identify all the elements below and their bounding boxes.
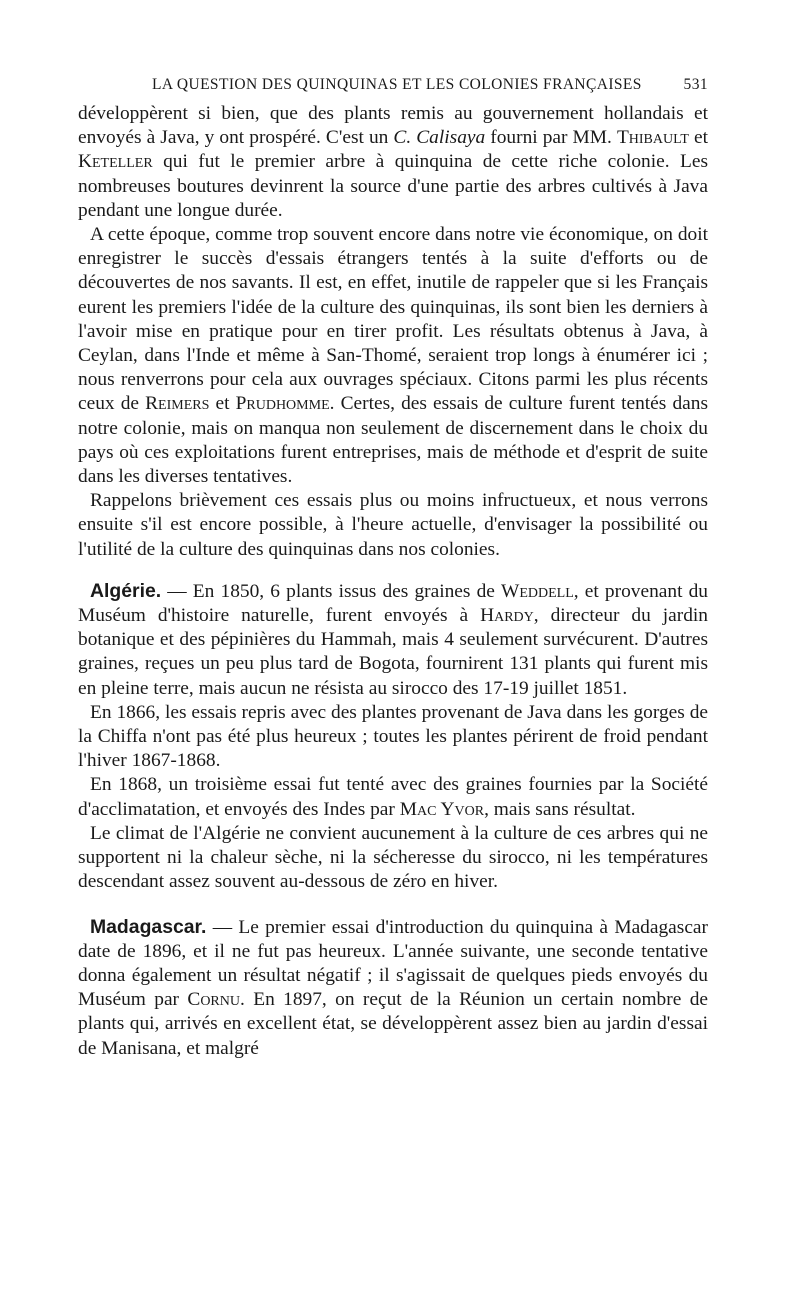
paragraph: En 1868, un troisième essai fut tenté avec des graines fournies par la Société d'acclimatation, et envoyés des Indes par Mac Yvor, mais sans résultat. — [78, 774, 708, 820]
paragraph: En 1866, les essais repris avec des plantes provenant de Java dans les gorges de la Chiffa n'ont pas été plus heureux ; toutes les plantes périrent de froid pendant l'hiver 1867-1868. — [78, 701, 708, 772]
section-heading-madagascar: Madagascar. — [90, 915, 207, 938]
paragraph: Le climat de l'Algérie ne convient aucunement à la culture de ces arbres qui ne supportent ni la chaleur sèche, ni la sécheresse du sirocco, ni les températures descendant assez souvent au-dessous de zéro en hiver. — [78, 822, 708, 893]
author-name: Mac Yvor — [399, 798, 485, 820]
paragraph-madagascar: Madagascar. — Le premier essai d'introduction du quinquina à Madagascar date de 1896, et il ne fut pas heureux. L'année suivante, une seconde tentative donna également un résultat négatif ; il s'agissait de quelques pieds envoyés du Muséum par Cornu. En 1897, on reçut de la Réunion un certain nombre de plants qui, arrivés en excellent état, se développèrent assez bien au jardin d'essai de Manisana, et malgré — [78, 915, 708, 1059]
author-name: Reimers — [145, 393, 210, 415]
paragraph: Rappelons brièvement ces essais plus ou moins infructueux, et nous verrons ensuite s'il est encore possible, à l'heure actuelle, d'envisager la possibilité ou l'utilité de la culture des quinquinas dans nos colonies. — [78, 490, 708, 560]
author-name: Cornu — [187, 989, 240, 1011]
author-name: Weddell — [501, 580, 574, 602]
author-name: Hardy — [480, 605, 534, 627]
paragraph: développèrent si bien, que des plants remis au gouvernement hollandais et envoyés à Java, y ont prospéré. C'est un C. Calisaya fourni par MM. Thibault et Keteller qui fut le premier arbre à quinquina de cette riche colonie. Les nombreuses boutures devinrent la source d'une partie des arbres cultivés à Java pendant une longue durée. — [78, 103, 708, 221]
paragraph: A cette époque, comme trop souvent encore dans notre vie économique, on doit enregistrer le succès d'essais étrangers tentés à la suite d'efforts ou de découvertes de nos savants. Il est, en effet, inutile de rappeler que si les Français eurent les premiers l'idée de la culture des quinquinas, ils sont bien les derniers à l'avoir mise en pratique pour en tirer profit. Les résultats obtenus à Java, à Ceylan, dans l'Inde et même à San-Thomé, seraient trop longs à énumérer ici ; nous renverrons pour cela aux ouvrages spéciaux. Citons parmi les plus récents ceux de Reimers et Prudhomme. Certes, des essais de culture furent tentés dans notre colonie, mais on manqua non seulement de discernement dans le choix du pays où ces exploitations furent entreprises, mais de méthode et d'esprit de suite dans les diverses tentatives. — [78, 224, 708, 488]
page-number: 531 — [683, 76, 708, 93]
author-name: Prudhomme — [235, 393, 330, 415]
running-head — [78, 76, 708, 94]
species-name: C. Calisaya — [393, 127, 486, 149]
author-name: Keteller — [78, 151, 153, 173]
author-name: Thibault — [616, 127, 689, 149]
body-text — [78, 102, 708, 1061]
section-heading-algerie: Algérie. — [90, 579, 162, 602]
running-head-title: LA QUESTION DES QUINQUINAS ET LES COLONIES FRANÇAISES — [152, 76, 642, 93]
paragraph-algerie: Algérie. — En 1850, 6 plants issus des graines de Weddell, et provenant du Muséum d'histoire naturelle, furent envoyés à Hardy, directeur du jardin botanique et des pépinières du Hammah, mais 4 seulement survécurent. D'autres graines, reçues un peu plus tard de Bogota, fournirent 131 plants qui furent mis en pleine terre, mais aucun ne résista au sirocco des 17-19 juillet 1851. — [78, 579, 708, 699]
